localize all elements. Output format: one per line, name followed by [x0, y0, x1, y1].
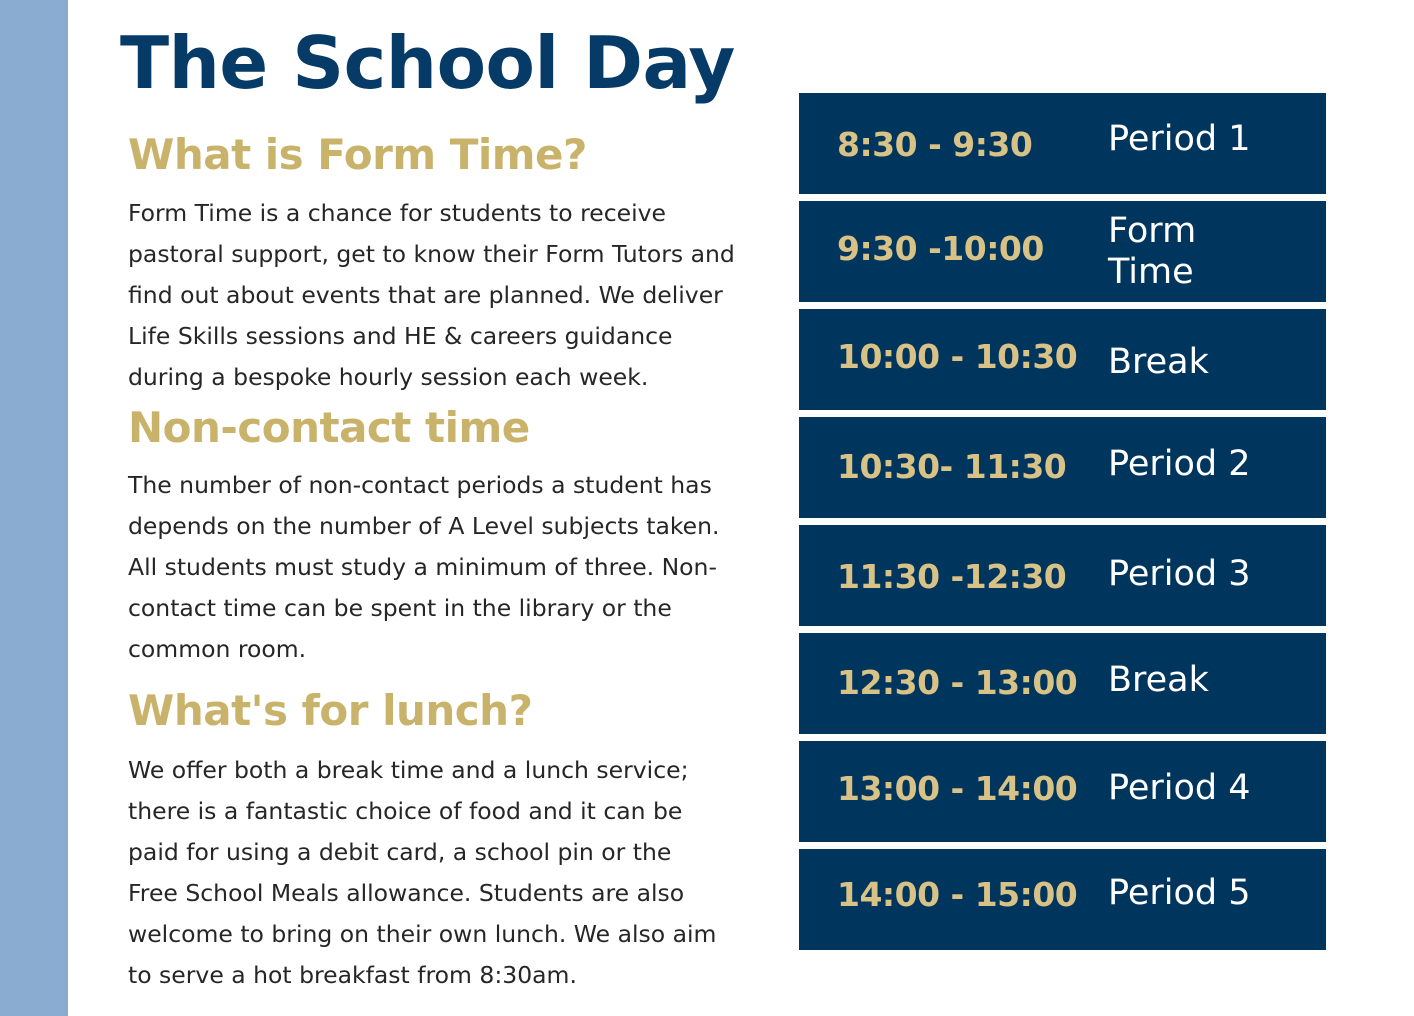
schedule-label [1108, 444, 1308, 485]
body-line: find out about events that are planned. We deliver [128, 281, 723, 309]
side-stripe [0, 0, 68, 1016]
schedule-time: 14:00 - 15:00 [837, 875, 1078, 914]
body-line: common room. [128, 635, 307, 663]
schedule-row-period-1 [799, 93, 1326, 194]
schedule-label-line: Period 1 [1108, 119, 1251, 159]
schedule-time: 8:30 - 9:30 [837, 125, 1033, 164]
non-contact-heading: Non-contact time [128, 403, 530, 452]
body-line: Life Skills sessions and HE & careers guidance [128, 322, 673, 350]
body-line: there is a fantastic choice of food and it can be [128, 797, 683, 825]
schedule-label [1108, 660, 1308, 701]
body-line: contact time can be spent in the library or the [128, 594, 672, 622]
schedule-label-line: Period 5 [1108, 873, 1251, 913]
schedule-row-break-2 [799, 633, 1326, 734]
schedule-row-period-2 [799, 417, 1326, 518]
body-line: during a bespoke hourly session each week. [128, 363, 649, 391]
schedule-row-form-time [799, 201, 1326, 302]
body-line: to serve a hot breakfast from 8:30am. [128, 961, 577, 989]
body-line: Free School Meals allowance. Students are also [128, 879, 685, 907]
schedule-label-line: Break [1108, 660, 1209, 700]
schedule-label-line: Time [1108, 252, 1194, 292]
lunch-body [128, 750, 778, 996]
schedule-label [1108, 119, 1308, 160]
schedule-label [1108, 342, 1308, 383]
schedule-label-line: Form [1108, 211, 1197, 251]
page-title: The School Day [120, 21, 735, 105]
schedule-label [1108, 211, 1308, 293]
lunch-heading: What's for lunch? [128, 686, 533, 735]
body-line: Form Time is a chance for students to receive [128, 199, 666, 227]
schedule-row-period-4 [799, 741, 1326, 842]
body-line: paid for using a debit card, a school pin or the [128, 838, 672, 866]
body-line: pastoral support, get to know their Form Tutors and [128, 240, 735, 268]
form-time-body [128, 193, 778, 398]
body-line: All students must study a minimum of three. Non- [128, 553, 717, 581]
schedule-label-line: Period 2 [1108, 444, 1251, 484]
schedule-row-period-5 [799, 849, 1326, 950]
schedule-label-line: Period 3 [1108, 554, 1251, 594]
schedule-label [1108, 768, 1308, 809]
body-line: welcome to bring on their own lunch. We also aim [128, 920, 717, 948]
schedule-label [1108, 873, 1308, 914]
schedule-time: 10:30- 11:30 [837, 447, 1067, 486]
body-line: depends on the number of A Level subjects taken. [128, 512, 720, 540]
schedule-row-period-3 [799, 525, 1326, 626]
non-contact-body [128, 465, 778, 670]
schedule-time: 12:30 - 13:00 [837, 663, 1078, 702]
schedule-label-line: Period 4 [1108, 768, 1251, 808]
body-line: We offer both a break time and a lunch service; [128, 756, 689, 784]
schedule-row-break-1 [799, 309, 1326, 410]
schedule-time: 9:30 -10:00 [837, 229, 1044, 268]
schedule-time: 13:00 - 14:00 [837, 769, 1078, 808]
body-line: The number of non-contact periods a student has [128, 471, 712, 499]
schedule-time: 10:00 - 10:30 [837, 337, 1078, 376]
schedule-time: 11:30 -12:30 [837, 557, 1067, 596]
schedule-label-line: Break [1108, 342, 1209, 382]
form-time-heading: What is Form Time? [128, 130, 587, 179]
schedule-label [1108, 554, 1308, 595]
